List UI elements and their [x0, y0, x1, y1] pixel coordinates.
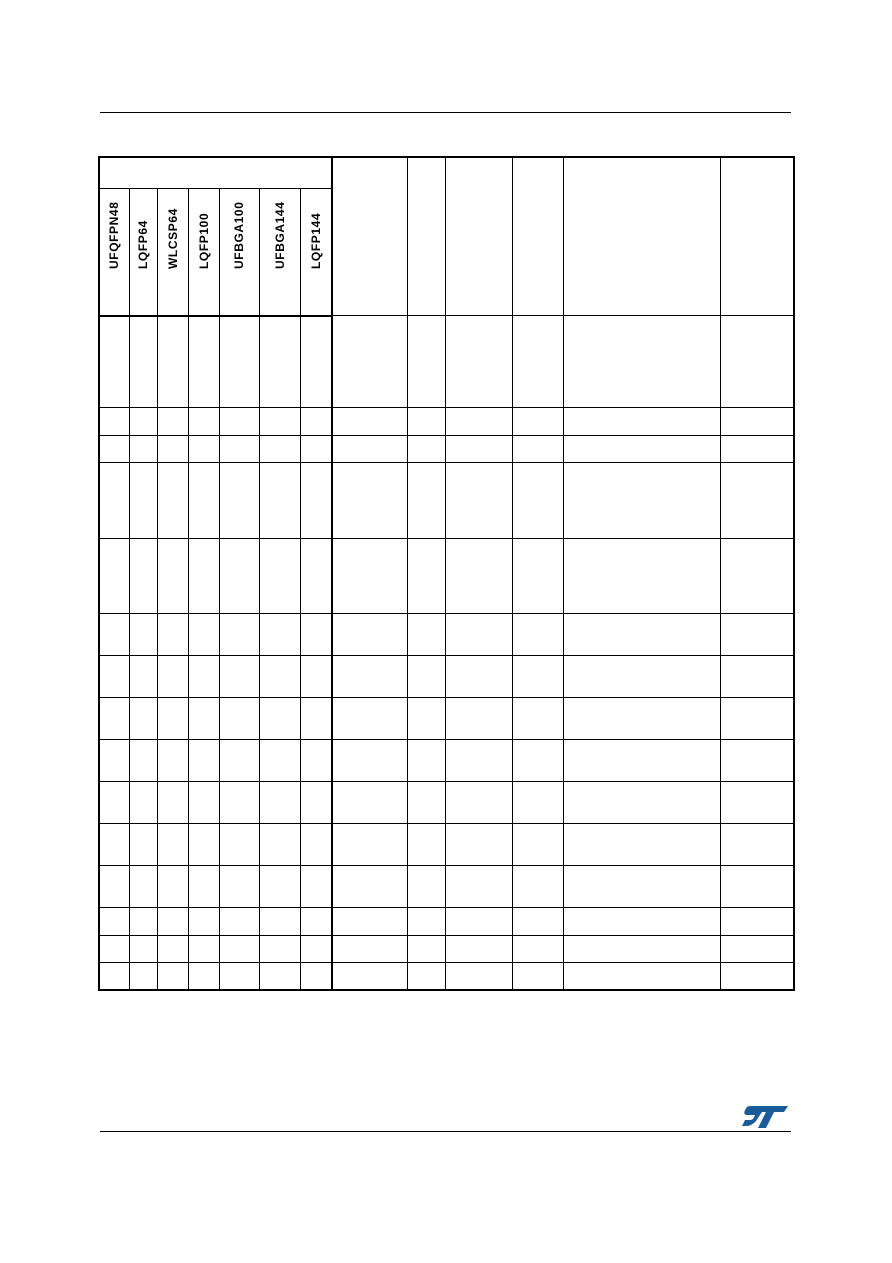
table-cell — [445, 698, 512, 740]
table-cell — [563, 782, 720, 824]
table-cell — [563, 824, 720, 866]
table-cell — [300, 963, 332, 990]
table-row — [99, 436, 794, 463]
table-row — [99, 740, 794, 782]
table-cell — [188, 463, 219, 539]
table-cell — [332, 908, 407, 936]
table-cell — [512, 824, 563, 866]
table-cell — [188, 936, 219, 963]
table-cell — [445, 614, 512, 656]
table-cell — [219, 908, 259, 936]
table-cell — [300, 824, 332, 866]
table-cell — [99, 740, 129, 782]
table-cell — [445, 963, 512, 990]
table-cell — [720, 656, 794, 698]
table-cell — [445, 824, 512, 866]
table-cell — [129, 408, 157, 436]
table-row — [99, 824, 794, 866]
table-cell — [259, 782, 300, 824]
table-cell — [300, 408, 332, 436]
table-cell — [188, 614, 219, 656]
table-cell — [99, 656, 129, 698]
table-cell — [720, 614, 794, 656]
table-cell — [332, 824, 407, 866]
table-cell — [512, 963, 563, 990]
table-cell — [445, 866, 512, 908]
table-cell — [219, 824, 259, 866]
table-cell — [259, 463, 300, 539]
table-cell — [563, 740, 720, 782]
table-cell — [129, 866, 157, 908]
table-cell — [407, 463, 445, 539]
package-label: UFQFPN48 — [107, 201, 122, 269]
table-cell — [99, 963, 129, 990]
table-cell — [188, 782, 219, 824]
table-cell — [563, 656, 720, 698]
table-row — [99, 656, 794, 698]
table-cell — [99, 614, 129, 656]
table-cell — [129, 824, 157, 866]
table-cell — [512, 316, 563, 408]
table-cell — [407, 436, 445, 463]
table-cell — [157, 866, 188, 908]
table-cell — [563, 316, 720, 408]
pin-definition-table — [98, 156, 795, 991]
notes-header — [512, 157, 563, 316]
table-cell — [129, 463, 157, 539]
table-row — [99, 463, 794, 539]
table-cell — [563, 698, 720, 740]
table-cell — [157, 698, 188, 740]
table-cell — [259, 740, 300, 782]
table-cell — [129, 740, 157, 782]
table-cell — [188, 866, 219, 908]
table-cell — [219, 316, 259, 408]
table-cell — [157, 963, 188, 990]
table-cell — [219, 436, 259, 463]
table-cell — [407, 824, 445, 866]
table-cell — [157, 740, 188, 782]
table-cell — [563, 866, 720, 908]
table-cell — [157, 824, 188, 866]
table-cell — [129, 614, 157, 656]
table-cell — [720, 698, 794, 740]
package-label: WLCSP64 — [165, 207, 180, 269]
table-cell — [300, 866, 332, 908]
table-cell — [219, 698, 259, 740]
table-cell — [512, 740, 563, 782]
table-cell — [99, 539, 129, 614]
table-cell — [407, 614, 445, 656]
table-cell — [332, 463, 407, 539]
package-label: UFBGA144 — [272, 201, 287, 269]
table-cell — [99, 782, 129, 824]
pin-number-group-header — [99, 157, 332, 188]
table-cell — [259, 436, 300, 463]
table-cell — [259, 908, 300, 936]
table-cell — [219, 463, 259, 539]
table-row — [99, 539, 794, 614]
table-cell — [720, 866, 794, 908]
table-cell — [407, 936, 445, 963]
table-cell — [129, 963, 157, 990]
table-cell — [445, 740, 512, 782]
table-cell — [720, 463, 794, 539]
table-cell — [219, 614, 259, 656]
table-cell — [512, 436, 563, 463]
header-rule — [100, 112, 791, 113]
table-cell — [188, 436, 219, 463]
package-label: LQFP64 — [136, 219, 150, 269]
table-cell — [219, 740, 259, 782]
table-cell — [157, 936, 188, 963]
table-cell — [300, 740, 332, 782]
table-cell — [99, 936, 129, 963]
table-cell — [720, 782, 794, 824]
table-row — [99, 316, 794, 408]
table-cell — [720, 936, 794, 963]
table-cell — [259, 408, 300, 436]
table-cell — [720, 824, 794, 866]
pin-name-header — [332, 157, 407, 316]
table-cell — [512, 463, 563, 539]
table-cell — [129, 936, 157, 963]
table-cell — [332, 782, 407, 824]
package-label: LQFP100 — [196, 212, 211, 269]
table-cell — [563, 436, 720, 463]
table-cell — [332, 740, 407, 782]
table-cell — [720, 740, 794, 782]
table-cell — [300, 463, 332, 539]
table-cell — [512, 936, 563, 963]
table-cell — [407, 539, 445, 614]
package-header-ufbga100 — [219, 188, 259, 316]
table-cell — [188, 408, 219, 436]
table-row — [99, 866, 794, 908]
table-cell — [259, 539, 300, 614]
table-cell — [129, 656, 157, 698]
table-cell — [188, 316, 219, 408]
table-cell — [157, 463, 188, 539]
table-cell — [445, 908, 512, 936]
alternate-functions-header — [563, 157, 720, 316]
table-cell — [407, 963, 445, 990]
table-cell — [259, 824, 300, 866]
table-cell — [512, 782, 563, 824]
table-cell — [300, 539, 332, 614]
table-cell — [332, 656, 407, 698]
table-cell — [99, 463, 129, 539]
package-header-ufbga144 — [259, 188, 300, 316]
table-cell — [407, 866, 445, 908]
table-cell — [407, 908, 445, 936]
table-cell — [300, 614, 332, 656]
table-cell — [300, 656, 332, 698]
table-cell — [99, 866, 129, 908]
table-cell — [99, 436, 129, 463]
table-cell — [259, 316, 300, 408]
table-cell — [188, 698, 219, 740]
table-cell — [129, 782, 157, 824]
table-cell — [99, 824, 129, 866]
table-cell — [407, 316, 445, 408]
table-cell — [157, 782, 188, 824]
table-cell — [157, 408, 188, 436]
table-cell — [332, 963, 407, 990]
table-cell — [445, 316, 512, 408]
table-cell — [188, 656, 219, 698]
table-cell — [445, 539, 512, 614]
table-cell — [157, 436, 188, 463]
package-header-lqfp144 — [300, 188, 332, 316]
table-cell — [129, 539, 157, 614]
table-cell — [332, 539, 407, 614]
table-cell — [563, 614, 720, 656]
table-cell — [563, 408, 720, 436]
table-cell — [300, 782, 332, 824]
table-cell — [720, 539, 794, 614]
table-cell — [219, 408, 259, 436]
table-cell — [512, 539, 563, 614]
table-cell — [445, 782, 512, 824]
table-cell — [129, 436, 157, 463]
table-cell — [300, 936, 332, 963]
table-cell — [720, 963, 794, 990]
table-row — [99, 408, 794, 436]
table-cell — [445, 463, 512, 539]
table-cell — [219, 539, 259, 614]
table-cell — [332, 614, 407, 656]
table-cell — [129, 698, 157, 740]
table-cell — [300, 698, 332, 740]
table-cell — [407, 782, 445, 824]
table-cell — [512, 656, 563, 698]
table-cell — [300, 316, 332, 408]
table-row — [99, 782, 794, 824]
additional-functions-header — [720, 157, 794, 316]
table-cell — [407, 740, 445, 782]
table-cell — [259, 656, 300, 698]
io-structure-header — [445, 157, 512, 316]
table-cell — [720, 436, 794, 463]
table-cell — [445, 408, 512, 436]
table-cell — [445, 656, 512, 698]
table-cell — [188, 539, 219, 614]
table-cell — [563, 936, 720, 963]
table-cell — [219, 963, 259, 990]
footer-rule — [100, 1131, 791, 1132]
table-cell — [259, 698, 300, 740]
table-cell — [332, 936, 407, 963]
table-cell — [259, 866, 300, 908]
table-cell — [512, 866, 563, 908]
table-cell — [188, 963, 219, 990]
table-cell — [157, 908, 188, 936]
table-cell — [99, 698, 129, 740]
table-cell — [332, 316, 407, 408]
table-cell — [563, 908, 720, 936]
table-cell — [445, 936, 512, 963]
table-cell — [563, 463, 720, 539]
table-cell — [300, 436, 332, 463]
table-cell — [188, 908, 219, 936]
table-cell — [512, 698, 563, 740]
package-header-wlcsp64 — [157, 188, 188, 316]
table-cell — [563, 963, 720, 990]
package-label: LQFP144 — [308, 212, 323, 269]
table-row — [99, 963, 794, 990]
table-cell — [188, 824, 219, 866]
table-cell — [332, 436, 407, 463]
table-cell — [129, 908, 157, 936]
table-cell — [99, 408, 129, 436]
table-row — [99, 614, 794, 656]
table-cell — [259, 963, 300, 990]
table-cell — [219, 782, 259, 824]
table-cell — [720, 408, 794, 436]
table-cell — [219, 656, 259, 698]
table-cell — [157, 614, 188, 656]
table-cell — [512, 908, 563, 936]
table-cell — [99, 908, 129, 936]
table-cell — [563, 539, 720, 614]
table-cell — [720, 316, 794, 408]
table-cell — [129, 316, 157, 408]
pin-type-header — [407, 157, 445, 316]
table-row — [99, 698, 794, 740]
table-cell — [219, 866, 259, 908]
table-cell — [157, 539, 188, 614]
package-header-lqfp64 — [129, 188, 157, 316]
table-cell — [300, 908, 332, 936]
package-label: UFBGA100 — [232, 201, 246, 269]
package-header-lqfp100 — [188, 188, 219, 316]
table-cell — [407, 698, 445, 740]
table-cell — [407, 656, 445, 698]
table-cell — [332, 698, 407, 740]
st-logo-icon — [742, 1104, 788, 1130]
table-cell — [188, 740, 219, 782]
table-row — [99, 908, 794, 936]
table-cell — [99, 316, 129, 408]
table-cell — [157, 656, 188, 698]
table-cell — [512, 614, 563, 656]
table-cell — [332, 866, 407, 908]
package-header-ufqfpn48 — [99, 188, 129, 316]
table-cell — [407, 408, 445, 436]
table-cell — [332, 408, 407, 436]
table-row — [99, 936, 794, 963]
table-cell — [259, 614, 300, 656]
table-cell — [720, 908, 794, 936]
table-cell — [157, 316, 188, 408]
table-cell — [445, 436, 512, 463]
table-cell — [512, 408, 563, 436]
table-cell — [219, 936, 259, 963]
table-cell — [259, 936, 300, 963]
